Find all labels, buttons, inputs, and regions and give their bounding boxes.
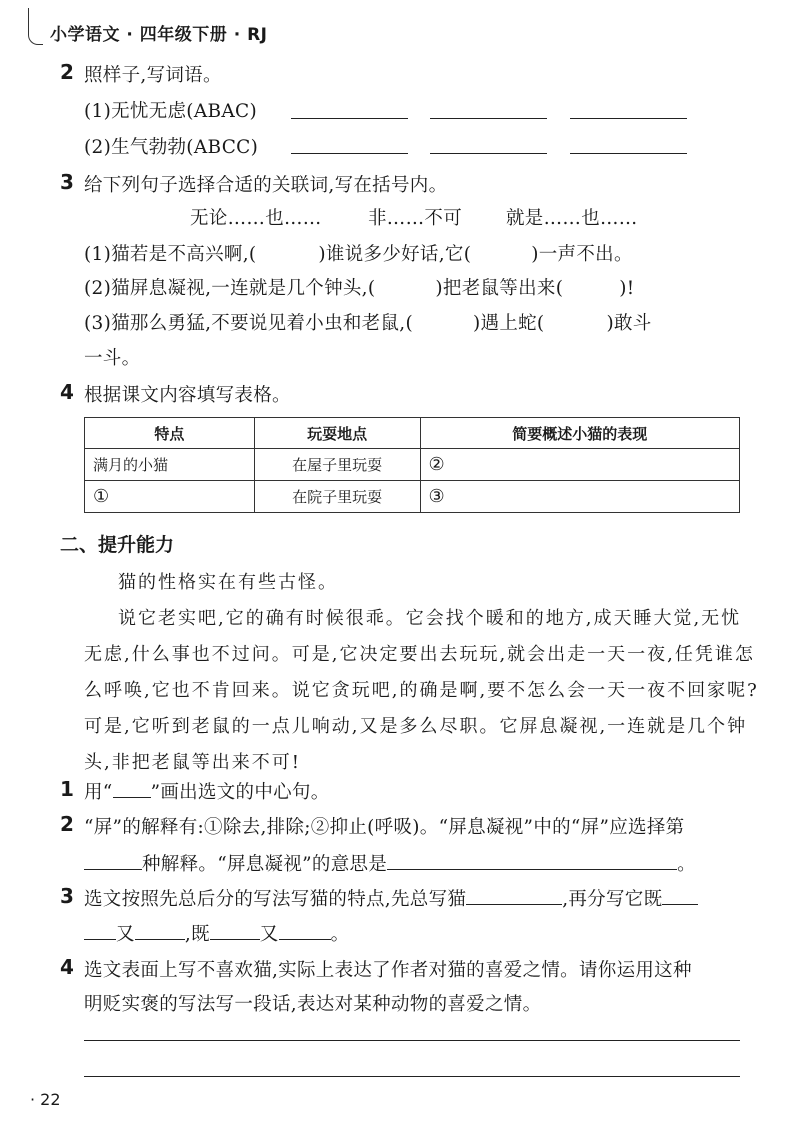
q3-s3-continuation: 一斗。 [84,348,141,369]
page-number: · 22 [30,1090,61,1109]
exercise-1-part-a: 用“ [84,782,113,803]
q3-option-2: 非……不可 [368,208,463,229]
exercise-2-blank-1[interactable] [84,851,142,870]
table-cell-trait[interactable]: ① [85,481,255,513]
exercise-1-part-b: ”画出选文的中心句。 [150,782,330,803]
exercise-3-line-2 [84,920,349,946]
q3-s1-part-a: (1)猫若是不高兴啊,( [84,244,257,265]
q3-s3-part-c: )敢斗 [606,313,652,334]
exercise-3-part-b: ,再分写它既 [562,889,663,910]
question-4-number: 4 [60,380,74,404]
exercise-3-part-d: ,既 [184,924,210,945]
exercise-3-blank-4[interactable] [210,921,260,940]
exercise-3-part-f: 。 [330,924,350,945]
table-cell-trait: 满月的小猫 [85,449,255,481]
exercise-3-blank-2b[interactable] [84,921,116,940]
question-3-prompt: 给下列句子选择合适的关联词,写在括号内。 [84,175,448,196]
question-2-number: 2 [60,60,74,84]
exercise-3-blank-2a[interactable] [662,886,698,905]
question-4-prompt: 根据课文内容填写表格。 [84,385,291,406]
q3-option-1: 无论……也…… [190,208,322,229]
writing-line-1[interactable] [84,1040,740,1041]
passage-line-5: 可是,它听到老鼠的一点儿响动,又是多么尽职。它屏息凝视,一连就是几个钟 [84,716,748,737]
q2-item-2-blank-1[interactable] [291,153,408,154]
table-cell-behavior[interactable]: ③ [420,481,740,513]
table-header-trait: 特点 [85,418,255,449]
exercise-3-line-1 [84,885,698,911]
exercise-3-part-e: 又 [259,924,279,945]
exercise-2-number: 2 [60,812,74,836]
table-row [85,481,740,513]
question-2-prompt: 照样子,写词语。 [84,65,222,86]
exercise-2-blank-2[interactable] [387,851,677,870]
passage-line-4: 么呼唤,它也不肯回来。说它贪玩吧,的确是啊,要不怎么会一天一夜不回家呢? [84,680,759,701]
q3-s2-part-c: )! [619,278,635,299]
exercise-3-part-a: 选文按照先总后分的写法写猫的特点,先总写猫 [84,889,467,910]
question-3-number: 3 [60,170,74,194]
exercise-1-number: 1 [60,777,74,801]
exercise-3-number: 3 [60,884,74,908]
exercise-2-line-2 [84,850,696,876]
table-cell-behavior[interactable]: ② [420,449,740,481]
q2-item-1-blank-3[interactable] [570,118,687,119]
section-2-title: 二、提升能力 [60,534,175,556]
exercise-2-part-a: 种解释。“屏息凝视”的意思是 [142,854,388,875]
exercise-4-number: 4 [60,955,74,979]
q2-item-2-blank-2[interactable] [430,153,547,154]
exercise-3-part-c: 又 [116,924,135,945]
passage-line-3: 无虑,什么事也不过问。可是,它决定要出去玩玩,就会出走一天一夜,任凭谁怎 [84,644,755,665]
table-header-place: 玩耍地点 [254,418,420,449]
q3-s2-part-a: (2)猫屏息凝视,一连就是几个钟头,( [84,278,376,299]
q2-item-1-blank-1[interactable] [291,118,408,119]
underline-symbol-blank [113,779,151,798]
cat-table [84,417,740,513]
exercise-2-line-1: “屏”的解释有:①除去,排除;②抑止(呼吸)。“屏息凝视”中的“屏”应选择第 [84,817,685,838]
passage-line-1: 猫的性格实在有些古怪。 [118,572,338,593]
passage-line-6: 头,非把老鼠等出来不可! [84,752,301,773]
q3-s1-part-c: )一声不出。 [531,244,633,265]
exercise-3-blank-3[interactable] [135,921,185,940]
page-header: 小学语文 · 四年级下册 · RJ [50,25,268,45]
table-header-behavior: 简要概述小猫的表现 [420,418,740,449]
table-row [85,449,740,481]
writing-line-2[interactable] [84,1076,740,1077]
exercise-1-text [84,778,330,804]
q3-s3-part-a: (3)猫那么勇猛,不要说见着小虫和老鼠,( [84,313,413,334]
exercise-2-part-b: 。 [677,854,696,875]
q3-sentence-2 [84,274,635,300]
exercise-3-blank-5[interactable] [279,921,331,940]
exercise-3-blank-1[interactable] [466,886,562,905]
table-header-row [85,418,740,449]
q2-item-2-blank-3[interactable] [570,153,687,154]
q3-s3-part-b: )遇上蛇( [473,313,545,334]
q2-item-1-blank-2[interactable] [430,118,547,119]
q2-item-2-label: (2)生气勃勃(ABCC) [84,137,259,158]
q3-sentence-3 [84,309,652,335]
q3-s1-part-b: )谁说多少好话,它( [318,244,472,265]
q3-s2-part-b: )把老鼠等出来( [435,278,564,299]
page-corner-mark [28,8,43,45]
q2-item-1-label: (1)无忧无虑(ABAC) [84,101,258,122]
table-cell-place: 在院子里玩耍 [254,481,420,513]
table-cell-place: 在屋子里玩耍 [254,449,420,481]
passage-line-2: 说它老实吧,它的确有时候很乖。它会找个暖和的地方,成天睡大觉,无忧 [118,608,742,629]
exercise-4-line-1: 选文表面上写不喜欢猫,实际上表达了作者对猫的喜爱之情。请你运用这种 [84,960,692,981]
q3-sentence-1 [84,240,633,266]
exercise-4-line-2: 明贬实褒的写法写一段话,表达对某种动物的喜爱之情。 [84,994,542,1015]
q3-option-3: 就是……也…… [506,208,638,229]
